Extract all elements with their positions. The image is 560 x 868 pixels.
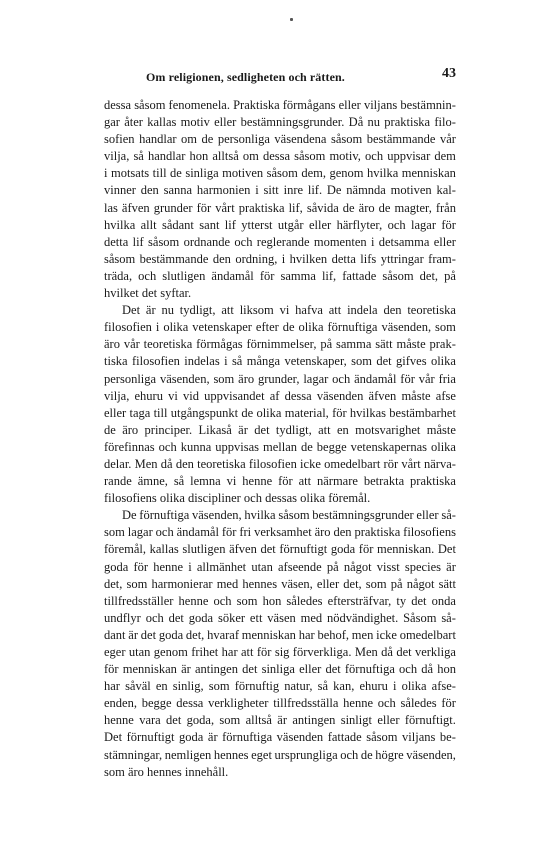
text-line: har såväl en sinlig, som förnuftig natur, så kan, ehuru i olika afse- <box>104 679 456 694</box>
text-line: rande ämne, så lemna vi henne för att närmare betrakta praktiska <box>104 474 456 489</box>
text-line: detta lif såsom ordnande och reglerande momenten i detsamma eller <box>104 234 456 249</box>
running-title: Om religionen, sedligheten och rätten. <box>146 70 345 84</box>
text-line: för menniskan är antingen det sinliga eller det förnuftiga och då hon <box>104 662 456 677</box>
paragraph <box>104 97 456 302</box>
paragraph <box>104 507 456 781</box>
text-line: personliga väsenden, som äro grunder, lagar och ändamål för vår fria <box>104 371 456 386</box>
running-head <box>104 66 456 86</box>
paragraph <box>104 302 456 507</box>
text-line: delar. Men då den teoretiska filosofien icke omedelbart rör vårt närva- <box>104 456 456 471</box>
text-line: vinner den sanna harmonien i sitt inre lif. De nämnda motiven kal- <box>104 183 456 198</box>
text-line: dant är det goda det, hvaraf menniskan har behof, men icke omedelbart <box>104 627 456 642</box>
text-line: i motsats till de sinliga motiven såsom dem, genom hvilka menniskan <box>104 166 456 181</box>
text-line: såsom bestämmande den ordning, i hvilken detta lifs yttringar fram- <box>104 251 456 266</box>
text-line: filosofien i olika vetenskaper efter de olika förnuftiga väsenden, som <box>104 320 456 335</box>
text-line: dessa såsom fenomenela. Praktiska förmågans eller viljans bestämnin- <box>104 98 456 112</box>
text-line: äro vår teoretiska förmågas förnimmelser, på samma sätt måste prak- <box>104 337 456 352</box>
text-line: goda för henne i allmänhet utan afseende på något visst species är <box>104 559 456 574</box>
page-number: 43 <box>442 66 456 81</box>
text-line: vilja, så handlar hon alltså om dessa såsom motiv, och uppvisar dem <box>104 149 456 164</box>
text-line: stämningar, nemligen hennes eget ursprungliga och de högre väsenden, <box>104 747 456 762</box>
text-line: tillfredsställer henne och som hon således eftersträfvar, ty det onda <box>104 593 456 608</box>
text-line: de äro principer. Likaså är det tydligt, att en motsvarighet måste <box>104 422 456 437</box>
text-line: träda, och slutligen ändamål för samma lif, fattade såsom det, på <box>104 268 456 283</box>
text-line: De förnuftiga väsenden, hvilka såsom bestämningsgrunder eller så- <box>122 508 456 523</box>
text-line: sofien handlar om de personliga väsendena såsom bestämmande vår <box>104 132 456 147</box>
text-line: filosofiens olika discipliner och dessas olika föremål. <box>104 491 371 506</box>
text-line: eller taga till utgångspunkt de olika material, för hvilkas bestämbarhet <box>104 405 456 420</box>
text-line: det, som harmonierar med hennes väsen, eller det, som på något sätt <box>104 576 456 591</box>
text-line: föremål, kallas slutligen äfven det förnuftigt goda för menniskan. Det <box>104 542 456 557</box>
text-line: hvilka allt sådant sant lif ytterst utgår eller härflyter, och lagar för <box>104 217 456 232</box>
text-line: Det förnuftigt goda är förnuftiga väsenden fattade såsom viljans be- <box>104 730 456 745</box>
text-line: henne vara det goda, som alltså är antingen sinligt eller förnuftigt. <box>104 713 456 728</box>
text-line: las äfven grunder för vårt praktiska lif, såvida de äro de magter, från <box>104 200 456 215</box>
text-line: hvilket det syftar. <box>104 286 192 301</box>
text-line: eger utan genom frihet har att för sig förverkliga. Men då det verkliga <box>104 645 456 659</box>
text-line: som lagar och ändamål för fri verksamhet äro den praktiska filosofiens <box>104 525 456 540</box>
text-line: förefinnas och kunna uppvisas mellan de begge vetenskapernas olika <box>104 439 456 454</box>
print-speck <box>290 18 293 21</box>
text-line: undflyr och det goda söker ett väsen med nödvändighet. Såsom så- <box>104 610 456 625</box>
text-line: enden, begge dessa verkligheter tillfredsställa henne och således för <box>104 696 456 711</box>
text-line: som äro hennes innehåll. <box>104 764 229 779</box>
text-line: gar åter kallas motiv eller bestämningsgrunder. Då nu praktiska filo- <box>104 115 456 130</box>
body-text <box>104 97 456 781</box>
text-line: Det är nu tydligt, att liksom vi hafva att indela den teoretiska <box>122 303 456 318</box>
text-line: vilja, ehuru vi vid uppvisandet af dessa väsenden äfven måste afse <box>104 388 456 403</box>
text-line: tiska filosofien indelas i så många vetenskaper, som det gifves olika <box>104 354 456 369</box>
